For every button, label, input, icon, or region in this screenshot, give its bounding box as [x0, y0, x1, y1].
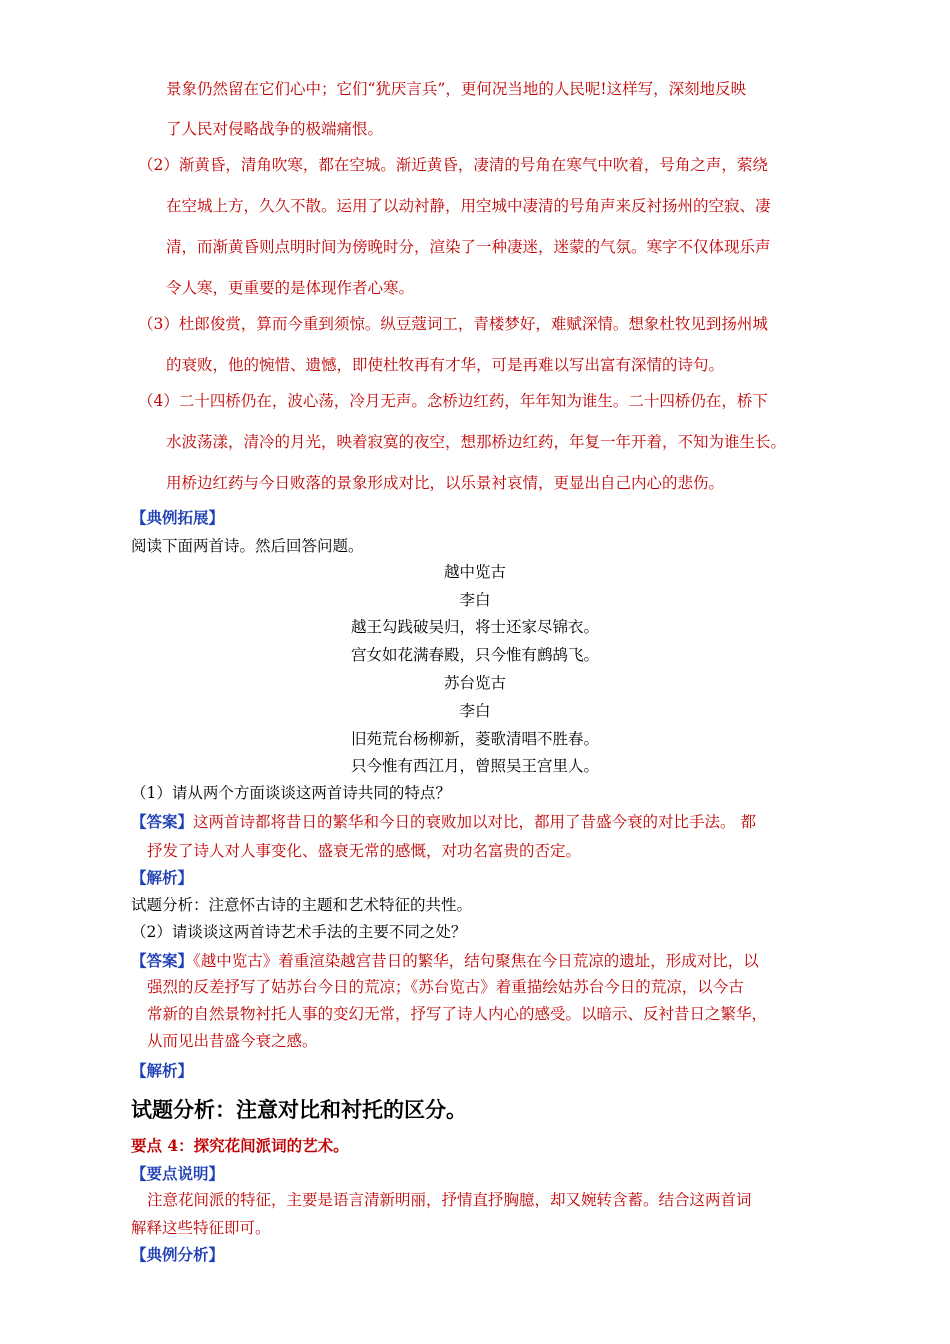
answer-text-line: 水波荡漾，清冷的月光，映着寂寞的夜空，想那桥边红药，年复一年开着，不知为谁生长。 [166, 433, 787, 451]
section-heading-example: 【典例分析】 [131, 1245, 225, 1264]
answer-text-line: 了人民对侵略战争的极端痛恨。 [166, 120, 384, 138]
answer-text-line: 常新的自然景物衬托人事的变幻无常，抒写了诗人内心的感受。以暗示、反衬昔日之繁华， [147, 1005, 768, 1023]
poem-line: 越王勾践破吴归，将士还家尽锦衣。 [350, 618, 599, 636]
answer-item-4: （4）二十四桥仍在，波心荡，冷月无声。念桥边红药，年年知为谁生。二十四桥仍在，桥下 [138, 392, 768, 410]
answer-text-line: 清，而渐黄昏则点明时间为傍晚时分，渲染了一种凄迷，迷蒙的气氛。寒字不仅体现乐声 [166, 238, 771, 256]
point-desc-line: 注意花间派的特征，主要是语言清新明丽，抒情直抒胸臆，却又婉转含蓄。结合这两首词 [147, 1191, 752, 1209]
answer-text-line: 抒发了诗人对人事变化、盛衰无常的感慨，对功名富贵的否定。 [147, 842, 582, 860]
answer-text-line: 从而见出昔盛今衰之感。 [147, 1032, 318, 1050]
question-1: （1）请从两个方面谈谈这两首诗共同的特点？ [131, 784, 451, 802]
section-heading-point-desc: 【要点说明】 [131, 1164, 225, 1183]
answer-text-line: 强烈的反差抒写了姑苏台今日的荒凉；《苏台览古》着重描绘姑苏台今日的荒凉，以今古 [147, 978, 744, 996]
answer-block [131, 951, 759, 971]
answer-text-line: 景象仍然留在它们心中；它们“犹厌言兵”，更何况当地的人民呢!这样写，深刻地反映 [166, 80, 747, 98]
answer-block [131, 812, 756, 832]
intro-text: 阅读下面两首诗。然后回答问题。 [131, 537, 364, 555]
analysis-tag: 【解析】 [131, 1061, 194, 1080]
poem-title: 越中览古 [443, 563, 506, 581]
answer-text-line: 的衰败，他的惋惜、遗憾，即使杜牧再有才华，可是再难以写出富有深情的诗句。 [166, 356, 725, 374]
answer-tag: 【答案】 [131, 951, 194, 970]
answer-text: 这两首诗都将昔日的繁华和今日的衰败加以对比，都用了昔盛今衰的对比手法。 都 [193, 813, 756, 831]
answer-item-2: （2）渐黄昏，清角吹寒，都在空城。渐近黄昏，凄清的号角在寒气中吹着，号角之声，萦绕 [138, 156, 768, 174]
point-desc-line: 解释这些特征即可。 [131, 1219, 271, 1237]
section-heading-extension: 【典例拓展】 [131, 508, 225, 527]
analysis-tag: 【解析】 [131, 868, 194, 887]
answer-tag: 【答案】 [131, 812, 194, 831]
answer-text-line: 用桥边红药与今日败落的景象形成对比，以乐景衬哀情，更显出自己内心的悲伤。 [166, 474, 725, 492]
answer-text: 《越中览古》着重渲染越宫昔日的繁华，结句聚焦在今日荒凉的遗址，形成对比，以 [193, 952, 759, 970]
question-2: （2）请谈谈这两首诗艺术手法的主要不同之处？ [131, 923, 467, 941]
answer-item-3: （3）杜郎俊赏，算而今重到须惊。纵豆蔻词工，青楼梦好，难赋深情。想象杜牧见到扬州城 [138, 315, 768, 333]
point-heading: 要点 4：探究花间派词的艺术。 [131, 1136, 349, 1155]
analysis-text: 试题分析：注意怀古诗的主题和艺术特征的共性。 [131, 896, 473, 914]
poem-line: 宫女如花满春殿，只今惟有鹧鸪飞。 [350, 646, 599, 664]
poem-author: 李白 [459, 702, 491, 720]
analysis-text: 试题分析：注意对比和衬托的区分。 [131, 1098, 467, 1122]
poem-line: 旧苑荒台杨柳新，菱歌清唱不胜春。 [350, 730, 599, 748]
answer-text-line: 在空城上方，久久不散。运用了以动衬静，用空城中凄清的号角声来反衬扬州的空寂、凄 [166, 197, 771, 215]
answer-text-line: 令人寒，更重要的是体现作者心寒。 [166, 279, 415, 297]
poem-title: 苏台览古 [443, 674, 506, 692]
poem-author: 李白 [459, 591, 491, 609]
poem-line: 只今惟有西江月，曾照吴王宫里人。 [350, 757, 599, 775]
